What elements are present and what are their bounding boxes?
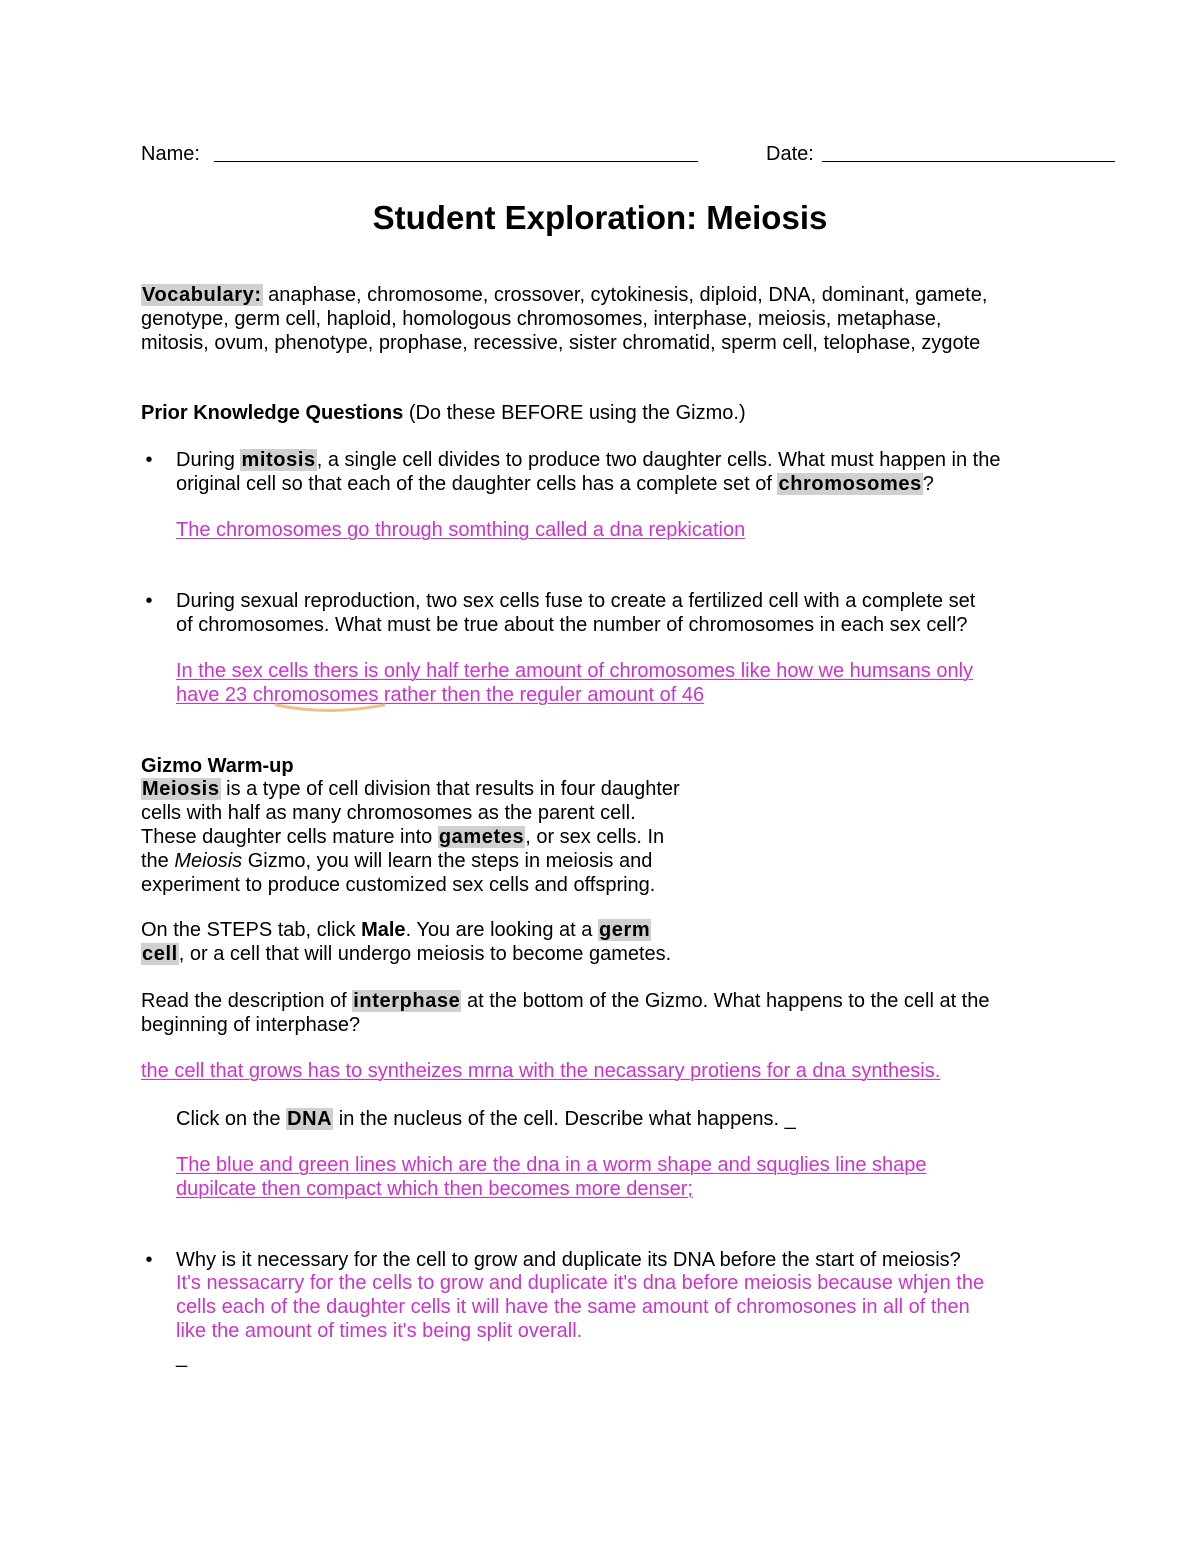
term-cell: cell (142, 943, 178, 965)
term-chromosomes: chromosomes (778, 473, 922, 495)
steps-instruction: On the STEPS tab, click Male. You are looking at a germ cell, or a cell that will undergo meiosis to become gametes. (141, 919, 672, 965)
warmup-intro: Meiosis is a type of cell division that results in four daughter cells with half as many chromosomes as the parent cell. These daughter cells mature into gametes, or sex cells. In the Meiosis Gizmo, you will learn the steps in meiosis and experiment to produce customized sex cells and offspring. (141, 778, 680, 896)
page-title: Student Exploration: Meiosis (372, 199, 828, 236)
answer-interphase[interactable]: the cell that grows has to syntheizes mrna with the necassary protiens for a dna synthesis. (141, 1060, 941, 1082)
answer-grow-duplicate[interactable]: It's nessacarry for the cells to grow and duplicate it's dna before meiosis because whjen the cells each of the daughter cells it will have the same amount of chromosones in all of then like the amount of times it's being split overall. (176, 1272, 985, 1342)
term-mitosis: mitosis (241, 449, 316, 471)
vocabulary-terms-2: genotype, germ cell, haploid, homologous chromosomes, interphase, meiosis, metaphase, (141, 308, 942, 330)
question-sex-cells: During sexual reproduction, two sex cells fuse to create a fertilized cell with a complete set of chromosomes. What must be true about the number of chromosomes in each sex cell? (176, 590, 976, 636)
date-label: Date: (766, 143, 814, 165)
question-grow-duplicate: Why is it necessary for the cell to grow and duplicate its DNA before the start of meiosis? (176, 1249, 961, 1271)
warmup-heading: Gizmo Warm-up (141, 755, 294, 777)
bullet-2: • (145, 590, 153, 612)
term-meiosis: Meiosis (142, 778, 220, 800)
vocabulary-terms-1: anaphase, chromosome, crossover, cytokinesis, diploid, DNA, dominant, gamete, (268, 284, 988, 306)
question-interphase: Read the description of interphase at the bottom of the Gizmo. What happens to the cell at the beginning of interphase? (141, 990, 990, 1036)
vocabulary-terms-3: mitosis, ovum, phenotype, prophase, recessive, sister chromatid, sperm cell, telophase, zygote (141, 332, 981, 354)
name-label: Name: (141, 143, 200, 165)
term-interphase: interphase (353, 990, 461, 1012)
question-mitosis: During mitosis, a single cell divides to produce two daughter cells. What must happen in the original cell so that each of the daughter cells has a complete set of chromosomes? (176, 449, 1001, 495)
answer-mitosis[interactable]: The chromosomes go through somthing called a dna repkication (176, 519, 746, 541)
answer-sex-cells[interactable]: In the sex cells thers is only half terhe amount of chromosomes like how we humsans only have 23 chromosomes rather then the reguler amount of 46 (176, 660, 974, 706)
name-field-line[interactable] (214, 140, 698, 162)
term-gametes: gametes (438, 826, 525, 848)
answer-trail: _ (176, 1346, 188, 1368)
term-germ: germ (598, 919, 651, 941)
vocabulary-block (141, 283, 1141, 355)
bullet-1: • (145, 449, 153, 471)
bullet-3: • (145, 1249, 153, 1271)
vocabulary-label: Vocabulary: (142, 284, 262, 306)
question-dna: Click on the DNA in the nucleus of the cell. Describe what happens. _ (176, 1108, 796, 1130)
prior-knowledge-heading: Prior Knowledge Questions (Do these BEFORE using the Gizmo.) (141, 402, 746, 424)
ink-stroke (270, 700, 390, 716)
term-dna: DNA (287, 1108, 333, 1130)
male-button-label: Male (361, 919, 406, 941)
answer-dna[interactable]: The blue and green lines which are the dna in a worm shape and squglies line shape dupilcate then compact which then becomes more denser; (176, 1154, 927, 1200)
date-field-line[interactable] (822, 140, 1115, 162)
